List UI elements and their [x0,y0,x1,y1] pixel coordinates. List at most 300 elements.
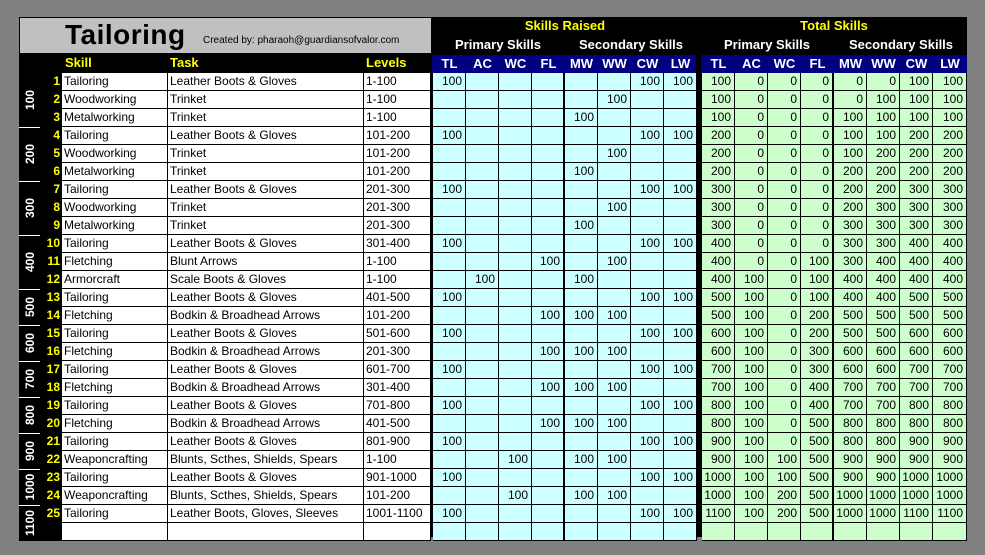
total-lw-cell[interactable]: 100 [933,91,967,109]
raised-ac-cell[interactable] [466,325,499,343]
total-ww-cell[interactable]: 1000 [867,505,900,523]
total-fl-cell[interactable]: 0 [801,199,834,217]
total-mw-cell[interactable]: 300 [834,253,867,271]
total-ac-cell[interactable]: 100 [735,451,768,469]
total-lw-cell[interactable]: 700 [933,379,967,397]
raised-mw-cell[interactable]: 100 [565,379,598,397]
total-ww-cell[interactable]: 600 [867,361,900,379]
skill-cell[interactable]: Weaponcrafting [62,451,168,469]
total-ww-cell[interactable]: 100 [867,109,900,127]
raised-lw-cell[interactable] [664,109,697,127]
total-wc-cell[interactable]: 100 [768,451,801,469]
raised-wc-cell[interactable] [499,505,532,523]
raised-lw-cell[interactable] [664,253,697,271]
raised-ac-cell[interactable] [466,397,499,415]
raised-mw-cell[interactable] [565,91,598,109]
raised-fl-cell[interactable]: 100 [532,415,565,433]
total-cw-cell[interactable]: 800 [900,415,933,433]
total-cw-cell[interactable]: 300 [900,199,933,217]
total-ac-cell[interactable]: 0 [735,163,768,181]
total-ww-cell[interactable]: 200 [867,163,900,181]
total-tl-cell[interactable]: 300 [702,199,735,217]
raised-cw-cell[interactable] [631,109,664,127]
raised-ww-cell[interactable] [598,127,631,145]
total-ac-cell[interactable]: 0 [735,181,768,199]
raised-ww-cell[interactable] [598,217,631,235]
total-ac-cell[interactable]: 0 [735,91,768,109]
task-cell[interactable]: Blunts, Scthes, Shields, Spears [168,487,364,505]
raised-mw-cell[interactable] [565,127,598,145]
raised-lw-cell[interactable] [664,163,697,181]
raised-fl-cell[interactable] [532,163,565,181]
total-ww-cell[interactable]: 800 [867,415,900,433]
raised-wc-cell[interactable] [499,73,532,91]
total-fl-cell[interactable]: 100 [801,271,834,289]
skill-cell[interactable]: Tailoring [62,469,168,487]
levels-cell[interactable]: 401-500 [364,415,431,433]
total-lw-cell[interactable] [933,523,967,541]
raised-tl-cell[interactable] [433,343,466,361]
raised-cw-cell[interactable] [631,199,664,217]
task-cell[interactable]: Trinket [168,145,364,163]
raised-ac-cell[interactable] [466,433,499,451]
total-cw-cell[interactable]: 1000 [900,487,933,505]
task-cell[interactable]: Leather Boots & Gloves [168,361,364,379]
total-ac-cell[interactable] [735,523,768,541]
raised-wc-cell[interactable] [499,145,532,163]
raised-fl-cell[interactable] [532,451,565,469]
raised-tl-cell[interactable]: 100 [433,397,466,415]
total-mw-cell[interactable]: 100 [834,127,867,145]
total-lw-cell[interactable]: 500 [933,307,967,325]
raised-mw-cell[interactable] [565,397,598,415]
raised-ac-cell[interactable] [466,487,499,505]
raised-fl-cell[interactable] [532,469,565,487]
raised-lw-cell[interactable] [664,451,697,469]
total-mw-cell[interactable]: 1000 [834,487,867,505]
total-lw-cell[interactable]: 900 [933,451,967,469]
total-fl-cell[interactable]: 500 [801,433,834,451]
total-lw-cell[interactable]: 900 [933,433,967,451]
total-mw-cell[interactable]: 700 [834,397,867,415]
total-lw-cell[interactable]: 300 [933,199,967,217]
raised-lw-cell[interactable]: 100 [664,361,697,379]
total-fl-cell[interactable]: 0 [801,181,834,199]
task-cell[interactable]: Blunts, Scthes, Shields, Spears [168,451,364,469]
raised-cw-cell[interactable]: 100 [631,325,664,343]
raised-ac-cell[interactable] [466,109,499,127]
total-wc-cell[interactable]: 0 [768,307,801,325]
raised-fl-cell[interactable] [532,505,565,523]
raised-wc-cell[interactable] [499,307,532,325]
raised-mw-cell[interactable] [565,469,598,487]
raised-lw-cell[interactable] [664,307,697,325]
levels-cell[interactable]: 501-600 [364,325,431,343]
total-mw-cell[interactable]: 100 [834,145,867,163]
total-mw-cell[interactable]: 300 [834,217,867,235]
raised-fl-cell[interactable] [532,487,565,505]
raised-wc-cell[interactable] [499,361,532,379]
task-cell[interactable]: Trinket [168,163,364,181]
total-ac-cell[interactable]: 100 [735,397,768,415]
raised-wc-cell[interactable] [499,217,532,235]
raised-tl-cell[interactable]: 100 [433,235,466,253]
raised-cw-cell[interactable] [631,253,664,271]
total-fl-cell[interactable]: 200 [801,325,834,343]
raised-wc-cell[interactable] [499,235,532,253]
total-ac-cell[interactable]: 0 [735,217,768,235]
total-mw-cell[interactable]: 800 [834,415,867,433]
levels-cell[interactable]: 201-300 [364,181,431,199]
raised-tl-cell[interactable]: 100 [433,433,466,451]
raised-lw-cell[interactable] [664,343,697,361]
skill-cell[interactable]: Tailoring [62,73,168,91]
total-cw-cell[interactable]: 100 [900,109,933,127]
levels-cell[interactable]: 101-200 [364,307,431,325]
raised-fl-cell[interactable] [532,217,565,235]
total-mw-cell[interactable]: 0 [834,91,867,109]
total-wc-cell[interactable] [768,523,801,541]
raised-cw-cell[interactable]: 100 [631,397,664,415]
total-lw-cell[interactable]: 200 [933,145,967,163]
raised-lw-cell[interactable] [664,217,697,235]
raised-mw-cell[interactable] [565,181,598,199]
task-cell[interactable]: Leather Boots & Gloves [168,73,364,91]
total-lw-cell[interactable]: 200 [933,127,967,145]
total-ac-cell[interactable]: 100 [735,343,768,361]
total-tl-cell[interactable]: 600 [702,325,735,343]
raised-lw-cell[interactable] [664,379,697,397]
task-cell[interactable]: Trinket [168,91,364,109]
total-ac-cell[interactable]: 0 [735,109,768,127]
raised-mw-cell[interactable] [565,325,598,343]
raised-ac-cell[interactable] [466,217,499,235]
total-wc-cell[interactable]: 0 [768,109,801,127]
total-ac-cell[interactable]: 0 [735,235,768,253]
raised-cw-cell[interactable]: 100 [631,433,664,451]
raised-ac-cell[interactable] [466,145,499,163]
raised-fl-cell[interactable] [532,109,565,127]
levels-cell[interactable]: 301-400 [364,235,431,253]
total-ww-cell[interactable]: 0 [867,73,900,91]
raised-cw-cell[interactable] [631,343,664,361]
raised-cw-cell[interactable]: 100 [631,181,664,199]
raised-fl-cell[interactable] [532,433,565,451]
raised-cw-cell[interactable] [631,91,664,109]
raised-tl-cell[interactable] [433,379,466,397]
raised-cw-cell[interactable] [631,487,664,505]
raised-lw-cell[interactable]: 100 [664,73,697,91]
raised-lw-cell[interactable] [664,415,697,433]
total-wc-cell[interactable]: 0 [768,217,801,235]
raised-mw-cell[interactable]: 100 [565,109,598,127]
total-ac-cell[interactable]: 100 [735,361,768,379]
levels-cell[interactable]: 1-100 [364,451,431,469]
total-ac-cell[interactable]: 100 [735,487,768,505]
skill-cell[interactable]: Woodworking [62,199,168,217]
total-cw-cell[interactable]: 600 [900,343,933,361]
raised-ww-cell[interactable]: 100 [598,199,631,217]
raised-fl-cell[interactable] [532,397,565,415]
total-tl-cell[interactable]: 100 [702,109,735,127]
raised-mw-cell[interactable]: 100 [565,343,598,361]
raised-tl-cell[interactable] [433,163,466,181]
raised-ww-cell[interactable]: 100 [598,145,631,163]
total-fl-cell[interactable]: 500 [801,505,834,523]
raised-ww-cell[interactable]: 100 [598,487,631,505]
raised-tl-cell[interactable] [433,199,466,217]
raised-wc-cell[interactable]: 100 [499,487,532,505]
total-wc-cell[interactable]: 0 [768,379,801,397]
total-lw-cell[interactable]: 100 [933,73,967,91]
task-cell[interactable]: Leather Boots & Gloves [168,397,364,415]
total-cw-cell[interactable]: 900 [900,451,933,469]
total-ww-cell[interactable]: 100 [867,91,900,109]
total-wc-cell[interactable]: 200 [768,505,801,523]
total-tl-cell[interactable]: 800 [702,397,735,415]
total-fl-cell[interactable]: 0 [801,217,834,235]
total-ww-cell[interactable]: 200 [867,181,900,199]
raised-fl-cell[interactable] [532,523,565,541]
total-mw-cell[interactable]: 900 [834,469,867,487]
task-cell[interactable]: Leather Boots & Gloves [168,325,364,343]
levels-cell[interactable]: 201-300 [364,217,431,235]
total-ww-cell[interactable]: 600 [867,343,900,361]
task-cell[interactable]: Leather Boots & Gloves [168,127,364,145]
total-cw-cell[interactable]: 100 [900,73,933,91]
raised-lw-cell[interactable]: 100 [664,289,697,307]
raised-ac-cell[interactable] [466,253,499,271]
total-ac-cell[interactable]: 100 [735,433,768,451]
raised-fl-cell[interactable] [532,325,565,343]
total-ww-cell[interactable]: 400 [867,271,900,289]
raised-lw-cell[interactable]: 100 [664,325,697,343]
task-cell[interactable]: Leather Boots, Gloves, Sleeves [168,505,364,523]
total-cw-cell[interactable]: 700 [900,379,933,397]
raised-ww-cell[interactable] [598,289,631,307]
total-mw-cell[interactable]: 800 [834,433,867,451]
raised-ww-cell[interactable] [598,397,631,415]
total-wc-cell[interactable]: 0 [768,163,801,181]
raised-wc-cell[interactable] [499,523,532,541]
raised-tl-cell[interactable]: 100 [433,325,466,343]
total-wc-cell[interactable]: 0 [768,433,801,451]
levels-cell[interactable]: 1-100 [364,73,431,91]
total-wc-cell[interactable]: 0 [768,289,801,307]
raised-ww-cell[interactable]: 100 [598,451,631,469]
task-cell[interactable]: Leather Boots & Gloves [168,469,364,487]
total-lw-cell[interactable]: 300 [933,181,967,199]
total-cw-cell[interactable]: 800 [900,397,933,415]
raised-ac-cell[interactable] [466,505,499,523]
raised-ww-cell[interactable] [598,469,631,487]
raised-ww-cell[interactable]: 100 [598,379,631,397]
raised-cw-cell[interactable]: 100 [631,505,664,523]
total-wc-cell[interactable]: 0 [768,415,801,433]
total-tl-cell[interactable]: 200 [702,145,735,163]
raised-lw-cell[interactable]: 100 [664,127,697,145]
raised-tl-cell[interactable]: 100 [433,289,466,307]
total-ac-cell[interactable]: 0 [735,145,768,163]
raised-tl-cell[interactable] [433,91,466,109]
raised-lw-cell[interactable]: 100 [664,235,697,253]
total-ww-cell[interactable]: 400 [867,289,900,307]
total-cw-cell[interactable]: 1000 [900,469,933,487]
levels-cell[interactable]: 1-100 [364,91,431,109]
skill-cell[interactable]: Metalworking [62,217,168,235]
raised-fl-cell[interactable] [532,181,565,199]
raised-fl-cell[interactable] [532,199,565,217]
raised-lw-cell[interactable] [664,145,697,163]
total-wc-cell[interactable]: 0 [768,325,801,343]
total-lw-cell[interactable]: 500 [933,289,967,307]
total-ac-cell[interactable]: 0 [735,73,768,91]
raised-lw-cell[interactable]: 100 [664,181,697,199]
total-ww-cell[interactable]: 1000 [867,487,900,505]
raised-wc-cell[interactable] [499,469,532,487]
raised-ww-cell[interactable]: 100 [598,91,631,109]
task-cell[interactable]: Blunt Arrows [168,253,364,271]
total-tl-cell[interactable]: 200 [702,127,735,145]
total-tl-cell[interactable]: 700 [702,361,735,379]
raised-ww-cell[interactable] [598,181,631,199]
raised-ac-cell[interactable] [466,199,499,217]
total-fl-cell[interactable]: 500 [801,415,834,433]
total-wc-cell[interactable]: 0 [768,343,801,361]
raised-ac-cell[interactable] [466,451,499,469]
raised-mw-cell[interactable]: 100 [565,415,598,433]
total-fl-cell[interactable]: 400 [801,379,834,397]
total-mw-cell[interactable]: 400 [834,271,867,289]
total-lw-cell[interactable]: 1100 [933,505,967,523]
raised-mw-cell[interactable] [565,523,598,541]
total-lw-cell[interactable]: 100 [933,109,967,127]
total-tl-cell[interactable]: 300 [702,181,735,199]
skill-cell[interactable]: Metalworking [62,163,168,181]
raised-mw-cell[interactable] [565,433,598,451]
total-mw-cell[interactable]: 1000 [834,505,867,523]
levels-cell[interactable]: 101-200 [364,127,431,145]
total-cw-cell[interactable]: 100 [900,91,933,109]
task-cell[interactable]: Bodkin & Broadhead Arrows [168,379,364,397]
raised-ww-cell[interactable] [598,433,631,451]
total-ww-cell[interactable] [867,523,900,541]
levels-cell[interactable]: 1-100 [364,271,431,289]
total-lw-cell[interactable]: 400 [933,253,967,271]
task-cell[interactable]: Bodkin & Broadhead Arrows [168,415,364,433]
raised-mw-cell[interactable] [565,289,598,307]
total-ac-cell[interactable]: 100 [735,379,768,397]
total-tl-cell[interactable]: 500 [702,307,735,325]
raised-lw-cell[interactable] [664,487,697,505]
total-cw-cell[interactable]: 300 [900,217,933,235]
total-lw-cell[interactable]: 800 [933,397,967,415]
raised-cw-cell[interactable]: 100 [631,289,664,307]
raised-ac-cell[interactable] [466,181,499,199]
raised-ac-cell[interactable] [466,307,499,325]
skill-cell[interactable]: Fletching [62,415,168,433]
skill-cell[interactable]: Tailoring [62,181,168,199]
raised-mw-cell[interactable] [565,505,598,523]
total-ac-cell[interactable]: 100 [735,415,768,433]
total-ww-cell[interactable]: 800 [867,433,900,451]
raised-ww-cell[interactable] [598,271,631,289]
total-mw-cell[interactable]: 200 [834,163,867,181]
skill-cell[interactable]: Fletching [62,253,168,271]
total-mw-cell[interactable]: 100 [834,109,867,127]
raised-cw-cell[interactable] [631,271,664,289]
levels-cell[interactable]: 101-200 [364,487,431,505]
total-lw-cell[interactable]: 200 [933,163,967,181]
raised-fl-cell[interactable] [532,289,565,307]
task-cell[interactable]: Trinket [168,217,364,235]
raised-cw-cell[interactable] [631,145,664,163]
skill-cell[interactable]: Fletching [62,343,168,361]
raised-wc-cell[interactable]: 100 [499,451,532,469]
total-wc-cell[interactable]: 0 [768,73,801,91]
total-tl-cell[interactable]: 400 [702,271,735,289]
raised-mw-cell[interactable] [565,361,598,379]
raised-ww-cell[interactable] [598,109,631,127]
total-ac-cell[interactable]: 0 [735,199,768,217]
total-ww-cell[interactable]: 700 [867,397,900,415]
raised-ww-cell[interactable] [598,325,631,343]
levels-cell[interactable]: 201-300 [364,199,431,217]
total-fl-cell[interactable]: 0 [801,235,834,253]
raised-lw-cell[interactable] [664,523,697,541]
skill-cell[interactable]: Tailoring [62,325,168,343]
levels-cell[interactable]: 101-200 [364,145,431,163]
raised-ac-cell[interactable] [466,361,499,379]
total-cw-cell[interactable] [900,523,933,541]
total-lw-cell[interactable]: 600 [933,325,967,343]
raised-ac-cell[interactable] [466,289,499,307]
skill-cell[interactable]: Tailoring [62,361,168,379]
total-ac-cell[interactable]: 100 [735,271,768,289]
raised-cw-cell[interactable]: 100 [631,235,664,253]
raised-fl-cell[interactable]: 100 [532,307,565,325]
total-mw-cell[interactable]: 300 [834,235,867,253]
raised-cw-cell[interactable]: 100 [631,73,664,91]
total-tl-cell[interactable]: 800 [702,415,735,433]
task-cell[interactable]: Scale Boots & Gloves [168,271,364,289]
raised-tl-cell[interactable] [433,217,466,235]
raised-mw-cell[interactable]: 100 [565,451,598,469]
skill-cell[interactable] [62,523,168,541]
raised-tl-cell[interactable]: 100 [433,505,466,523]
skill-cell[interactable]: Armorcraft [62,271,168,289]
total-mw-cell[interactable]: 500 [834,325,867,343]
total-cw-cell[interactable]: 300 [900,181,933,199]
raised-wc-cell[interactable] [499,253,532,271]
task-cell[interactable]: Leather Boots & Gloves [168,235,364,253]
raised-mw-cell[interactable]: 100 [565,163,598,181]
total-ww-cell[interactable]: 300 [867,235,900,253]
total-ww-cell[interactable]: 300 [867,217,900,235]
total-mw-cell[interactable]: 200 [834,181,867,199]
raised-ww-cell[interactable] [598,73,631,91]
total-lw-cell[interactable]: 400 [933,271,967,289]
raised-fl-cell[interactable] [532,271,565,289]
raised-ac-cell[interactable] [466,469,499,487]
total-fl-cell[interactable]: 300 [801,361,834,379]
raised-tl-cell[interactable] [433,253,466,271]
raised-tl-cell[interactable] [433,487,466,505]
total-ac-cell[interactable]: 100 [735,469,768,487]
total-wc-cell[interactable]: 0 [768,91,801,109]
total-lw-cell[interactable]: 600 [933,343,967,361]
raised-ac-cell[interactable] [466,235,499,253]
